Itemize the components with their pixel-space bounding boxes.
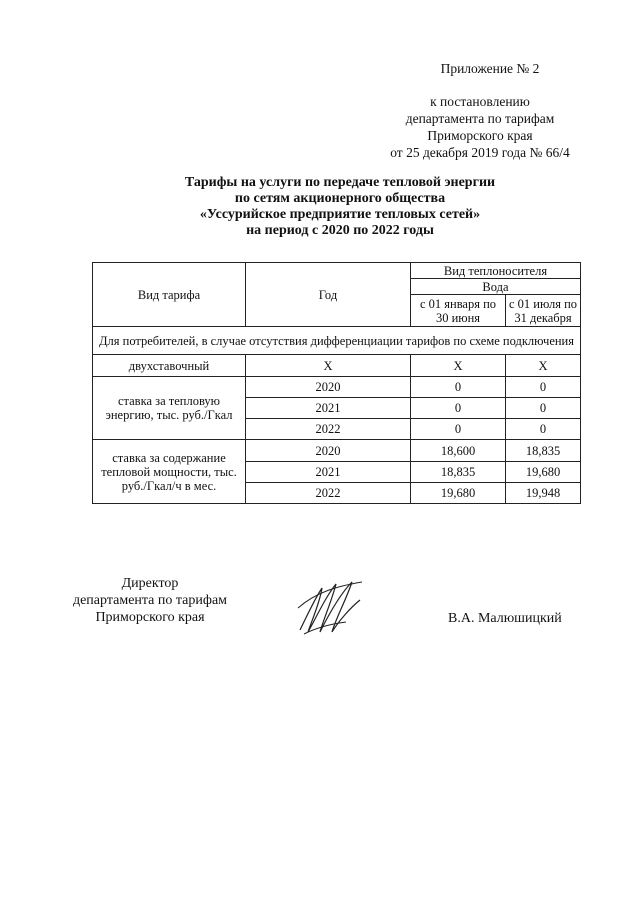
appendix-line: Приморского края: [427, 128, 533, 143]
cell-year: 2020: [246, 377, 411, 398]
position-line: департамента по тарифам: [72, 593, 228, 608]
header-period-1: с 01 января по 30 июня: [411, 295, 506, 327]
cell-year: 2022: [246, 483, 411, 504]
cell-value-period-1: 0: [411, 377, 506, 398]
row-label-energy-rate: ставка за тепловую энергию, тыс. руб./Гкал: [93, 377, 246, 440]
title-line: по сетям акционерного общества: [234, 191, 446, 206]
cell-value-period-2: 19,680: [506, 462, 581, 483]
title-line: на период с 2020 по 2022 годы: [246, 223, 434, 238]
cell-value-period-1: Х: [411, 355, 506, 377]
row-label-capacity-rate: ставка за содержание тепловой мощности, тыс. руб./Гкал/ч в мес.: [93, 440, 246, 504]
appendix-line: департамента по тарифам: [405, 111, 555, 126]
signatory-name: В.А. Малюшицкий: [448, 611, 562, 626]
row-label-two-part: двухставочный: [93, 355, 246, 377]
cell-year: 2021: [246, 398, 411, 419]
header-tariff-type: Вид тарифа: [93, 263, 246, 327]
header-carrier-type: Вид теплоносителя: [411, 263, 581, 279]
appendix-title: Приложение № 2: [440, 61, 540, 76]
position-line: Директор: [121, 576, 179, 591]
header-period-2: с 01 июля по 31 декабря: [506, 295, 581, 327]
section-header: Для потребителей, в случае отсутствия дифференциации тарифов по схеме подключения: [93, 327, 581, 355]
appendix-line: от 25 декабря 2019 года № 66/4: [390, 145, 570, 160]
cell-value-period-1: 0: [411, 398, 506, 419]
table-row: [93, 355, 581, 377]
cell-value-period-2: 19,948: [506, 483, 581, 504]
cell-year: 2022: [246, 419, 411, 440]
cell-value-period-1: 19,680: [411, 483, 506, 504]
appendix-reference: [330, 93, 630, 161]
signatory-position: [50, 575, 250, 626]
table-row: [93, 377, 581, 398]
cell-value-period-2: Х: [506, 355, 581, 377]
cell-value-period-2: 0: [506, 377, 581, 398]
cell-value-period-2: 18,835: [506, 440, 581, 462]
cell-value-period-1: 0: [411, 419, 506, 440]
document-title: [40, 175, 640, 239]
cell-year: Х: [246, 355, 411, 377]
table-row: [93, 440, 581, 462]
position-line: Приморского края: [95, 610, 205, 625]
cell-year: 2021: [246, 462, 411, 483]
header-year: Год: [246, 263, 411, 327]
cell-value-period-1: 18,600: [411, 440, 506, 462]
cell-year: 2020: [246, 440, 411, 462]
handwritten-signature: [296, 578, 366, 636]
tariff-table: [92, 262, 581, 504]
title-line: «Уссурийское предприятие тепловых сетей»: [199, 207, 481, 222]
cell-value-period-2: 0: [506, 398, 581, 419]
header-water: Вода: [411, 279, 581, 295]
cell-value-period-2: 0: [506, 419, 581, 440]
appendix-line: к постановлению: [430, 94, 530, 109]
cell-value-period-1: 18,835: [411, 462, 506, 483]
title-line: Тарифы на услуги по передаче тепловой энергии: [184, 175, 496, 190]
